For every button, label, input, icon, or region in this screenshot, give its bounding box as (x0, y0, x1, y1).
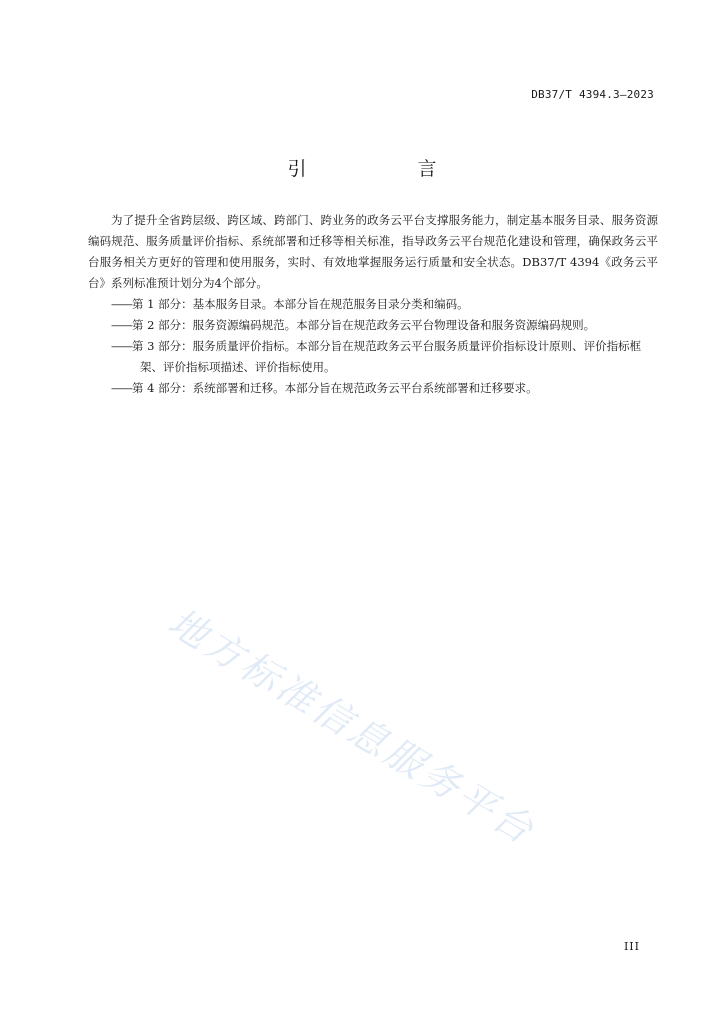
section-title: 引 言 (287, 158, 483, 180)
list-dash: —— (111, 339, 132, 353)
list-item-text: 第 3 部分：服务质量评价指标。本部分旨在规范政务云平台服务质量评价指标设计原则、评价指标框架、评价指标项描述、评价指标使用。 (132, 339, 642, 374)
watermark: 地方标准信息服务平台 (160, 599, 544, 854)
list-item (88, 294, 658, 315)
standard-code: DB37/T 4394.3—2023 (531, 88, 654, 101)
list-dash: —— (111, 318, 132, 332)
list-dash: —— (111, 297, 132, 311)
page-number: III (623, 940, 640, 953)
intro-paragraph: 为了提升全省跨层级、跨区域、跨部门、跨业务的政务云平台支撑服务能力，制定基本服务目录、服务资源编码规范、服务质量评价指标、系统部署和迁移等相关标准，指导政务云平台规范化建设和管理，确保政务云平台服务相关方更好的管理和使用服务，实时、有效地掌握服务运行质量和安全状态。DB37/T 4394《政务云平台》系列标准预计划分为4个部分。 (88, 213, 658, 290)
list-item (88, 315, 658, 336)
list-item-text: 第 1 部分：基本服务目录。本部分旨在规范服务目录分类和编码。 (132, 297, 469, 311)
list-item-text: 第 2 部分：服务资源编码规范。本部分旨在规范政务云平台物理设备和服务资源编码规则。 (132, 318, 596, 332)
list-item-text: 第 4 部分：系统部署和迁移。本部分旨在规范政务云平台系统部署和迁移要求。 (132, 381, 538, 395)
document-body (88, 210, 658, 399)
list-dash: —— (111, 381, 132, 395)
list-item (88, 336, 658, 378)
list-item (88, 378, 658, 399)
